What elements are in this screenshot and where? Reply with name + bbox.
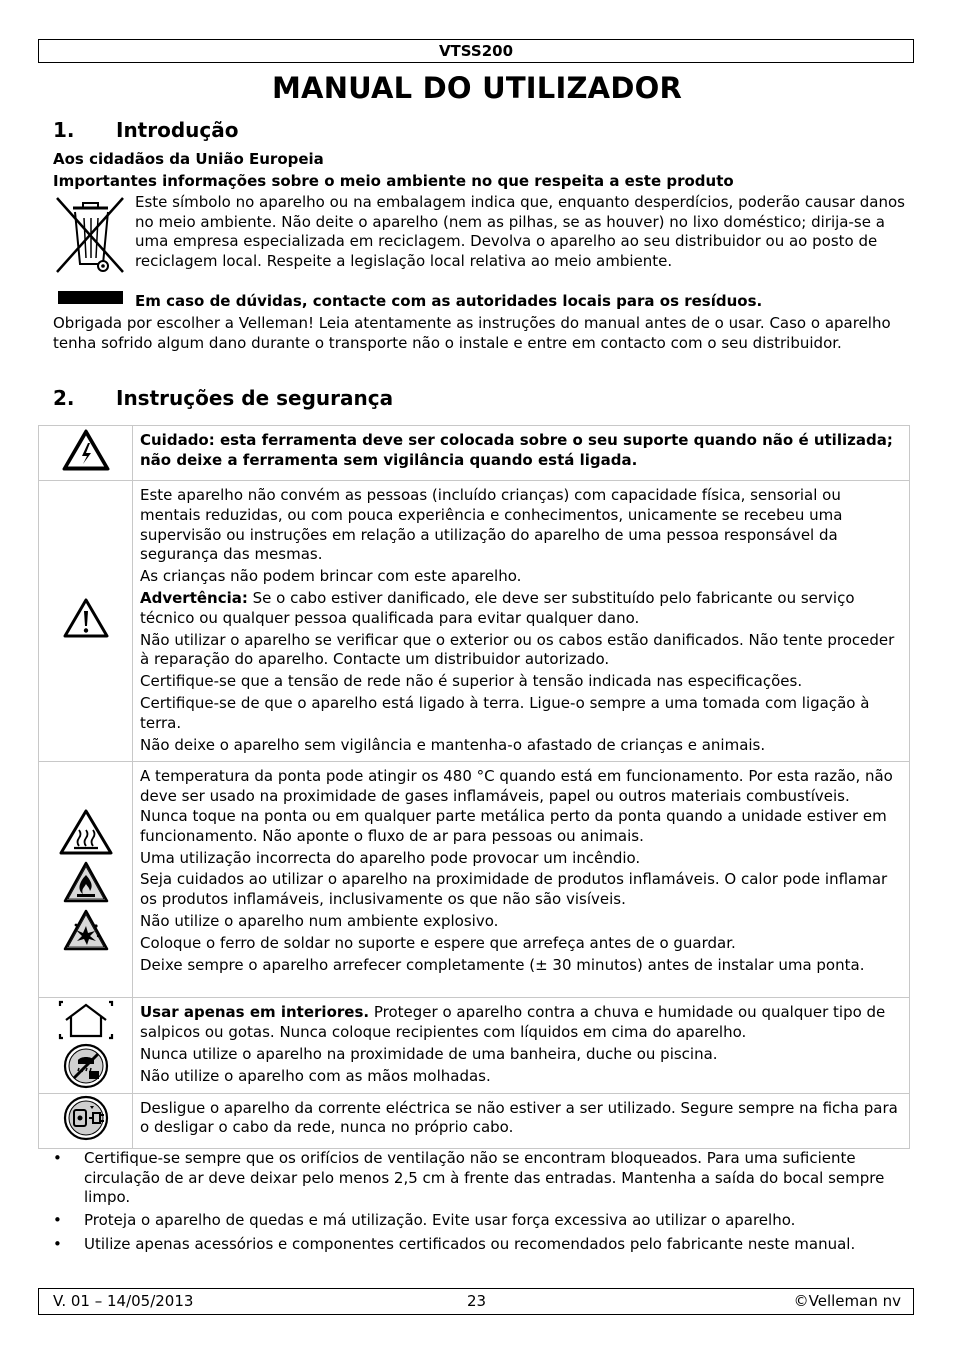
safety-paragraph: Certifique-se de que o aparelho está ligado à terra. Ligue-o sempre a uma tomada com ligação à terra. <box>140 693 870 732</box>
indoor-label: Usar apenas em interiores. <box>140 1003 370 1022</box>
safety-row-general <box>39 481 910 762</box>
safety-text-cell <box>133 998 910 1093</box>
unplug-icon <box>62 1094 110 1142</box>
safety-icon-cell <box>39 481 133 762</box>
section-title: Instruções de segurança <box>116 386 394 410</box>
indoor-text: Proteger o aparelho contra a chuva e humidade ou qualquer tipo de salpicos ou gotas. Nunca coloque recipientes com líquidos em cima do aparelho. <box>140 1003 886 1042</box>
safety-paragraph <box>140 1003 901 1043</box>
bullet-symbol: • <box>53 1211 62 1229</box>
safety-table <box>38 425 910 1149</box>
safety-paragraph: Cuidado: esta ferramenta deve ser colocada sobre o seu suporte quando não é utilizada; não deixe a ferramenta sem vigilância quando está ligada. <box>140 431 893 469</box>
footer-box <box>38 1288 914 1315</box>
warning-label: Advertência: <box>140 588 248 607</box>
bullet-item-ventilation <box>53 1149 913 1208</box>
page-title: MANUAL DO UTILIZADOR <box>272 71 682 105</box>
thank-you-paragraph: Obrigada por escolher a Velleman! Leia atentamente as instruções do manual antes de o usar. Caso o aparelho tenha sofrido algum dano durante o transporte não o instale e entre em contacto com o seu distribuidor. <box>53 314 891 352</box>
weee-bin-icon <box>53 194 128 280</box>
eu-citizens-heading: Aos cidadãos da União Europeia <box>53 150 324 168</box>
safety-paragraph: Não utilizar o aparelho se verificar que o exterior ou os cabos estão danificados. Não tente proceder à reparação do aparelho. Contacte um distribuidor autorizado. <box>140 630 895 669</box>
safety-icon-cell <box>39 762 133 998</box>
weee-contact-note: Em caso de dúvidas, contacte com as autoridades locais para os resíduos. <box>135 292 763 310</box>
safety-row-heat <box>39 762 910 998</box>
safety-paragraph: Desligue o aparelho da corrente eléctrica se não estiver a ser utilizado. Segure sempre na ficha para o desligar o cabo da rede, nunca no próprio cabo. <box>140 1098 898 1137</box>
safety-paragraph: Certifique-se que a tensão de rede não é superior à tensão indicada nas especificações. <box>140 672 803 691</box>
safety-icon-cell <box>39 1093 133 1148</box>
no-water-icon <box>62 1042 110 1090</box>
safety-paragraph: Seja cuidados ao utilizar o aparelho na proximidade de produtos inflamáveis. O calor pode inflamar os produtos inflamáveis, inclusivamente os que não são visíveis. <box>140 870 888 909</box>
bullet-symbol: • <box>53 1235 62 1253</box>
safety-row-tool-stand <box>39 426 910 481</box>
section-heading-introduction <box>53 117 239 143</box>
flammable-icon <box>62 860 110 904</box>
safety-paragraph: A temperatura da ponta pode atingir os 480 °C quando está em funcionamento. Por esta razão, não deve ser usado na proximidade de gases inflamáveis, papel ou outros materiais combustíveis. Nunca toque na ponta ou em qualquer parte metálica perto da ponta quando a unidade estiver em funcionamento. Não aponte o fluxo de ar para pessoas ou animais. <box>140 767 893 845</box>
safety-paragraph <box>140 589 901 629</box>
explosive-icon <box>62 908 110 952</box>
weee-description: Este símbolo no aparelho ou na embalagem indica que, enquanto desperdícios, poderão causar danos no meio ambiente. Não deite o aparelho (nem as pilhas, se as houver) no lixo doméstico; dirija-se a uma empresa especializada em reciclagem. Devolva o aparelho ao seu distribuidor ou ao posto de reciclagem local. Respeite a legislação local relativa ao meio ambiente. <box>135 193 905 270</box>
warning-text: Se o cabo estiver danificado, ele deve ser substituído pelo fabricante ou serviço técnico ou qualquer pessoa qualificada para evitar qualquer dano. <box>140 588 855 627</box>
header-box <box>38 39 914 63</box>
section-title: Introdução <box>116 118 239 142</box>
safety-paragraph: Deixe sempre o aparelho arrefecer completamente (± 30 minutos) antes de instalar uma ponta. <box>140 955 865 974</box>
section-number: 2. <box>53 386 75 410</box>
safety-row-indoor <box>39 998 910 1093</box>
bullet-text: Certifique-se sempre que os orifícios de ventilação não se encontram bloqueados. Para uma suficiente circulação de ar deve deixar pelo menos 2,5 cm à frente das entradas. Mantenha a saída do bocal sempre limpo. <box>84 1149 885 1207</box>
indoor-use-icon <box>58 1000 114 1040</box>
hot-surface-icon <box>58 808 114 856</box>
safety-text-cell <box>133 481 910 762</box>
safety-paragraph: Nunca utilize o aparelho na proximidade de uma banheira, duche ou piscina. <box>140 1044 718 1063</box>
bullet-text: Proteja o aparelho de quedas e má utilização. Evite usar força excessiva ao utilizar o aparelho. <box>84 1211 796 1229</box>
footer-version: V. 01 – 14/05/2013 <box>53 1292 194 1310</box>
bullet-text: Utilize apenas acessórios e componentes certificados ou recomendados pelo fabricante neste manual. <box>84 1235 856 1253</box>
safety-text-cell <box>133 426 910 481</box>
safety-paragraph: Não utilize o aparelho num ambiente explosivo. <box>140 911 499 930</box>
bullet-symbol: • <box>53 1149 62 1167</box>
electric-hazard-icon <box>61 428 111 472</box>
bullet-item-protect <box>53 1211 913 1231</box>
warning-exclamation-icon <box>62 597 110 639</box>
bullet-item-accessories <box>53 1235 913 1255</box>
section-number: 1. <box>53 118 75 142</box>
section-heading-safety <box>53 385 393 411</box>
safety-row-unplug <box>39 1093 910 1148</box>
safety-paragraph: Este aparelho não convém as pessoas (incluído crianças) com capacidade física, sensorial ou mentais reduzidas, ou com pouca experiência e conhecimentos, unicamente se recebeu uma supervisão ou instruções em relação a utilização do aparelho de uma pessoa responsável da segurança das mesmas. <box>140 486 843 564</box>
safety-paragraph: Não utilize o aparelho com as mãos molhadas. <box>140 1066 491 1085</box>
environment-info-heading: Importantes informações sobre o meio ambiente no que respeita a este produto <box>53 172 734 190</box>
safety-paragraph: As crianças não podem brincar com este aparelho. <box>140 567 522 586</box>
safety-text-cell <box>133 1093 910 1148</box>
model-name: VTSS200 <box>438 42 514 60</box>
safety-icon-cell <box>39 426 133 481</box>
weee-date-bar <box>58 291 123 304</box>
safety-paragraph: Coloque o ferro de soldar no suporte e espere que arrefeça antes de o guardar. <box>140 933 736 952</box>
safety-paragraph: Uma utilização incorrecta do aparelho pode provocar um incêndio. <box>140 848 641 867</box>
safety-icon-cell <box>39 998 133 1093</box>
safety-text-cell <box>133 762 910 998</box>
footer-copyright: ©Velleman nv <box>793 1292 901 1310</box>
safety-paragraph: Não deixe o aparelho sem vigilância e mantenha-o afastado de crianças e animais. <box>140 735 766 754</box>
footer-page-number: 23 <box>467 1292 487 1310</box>
